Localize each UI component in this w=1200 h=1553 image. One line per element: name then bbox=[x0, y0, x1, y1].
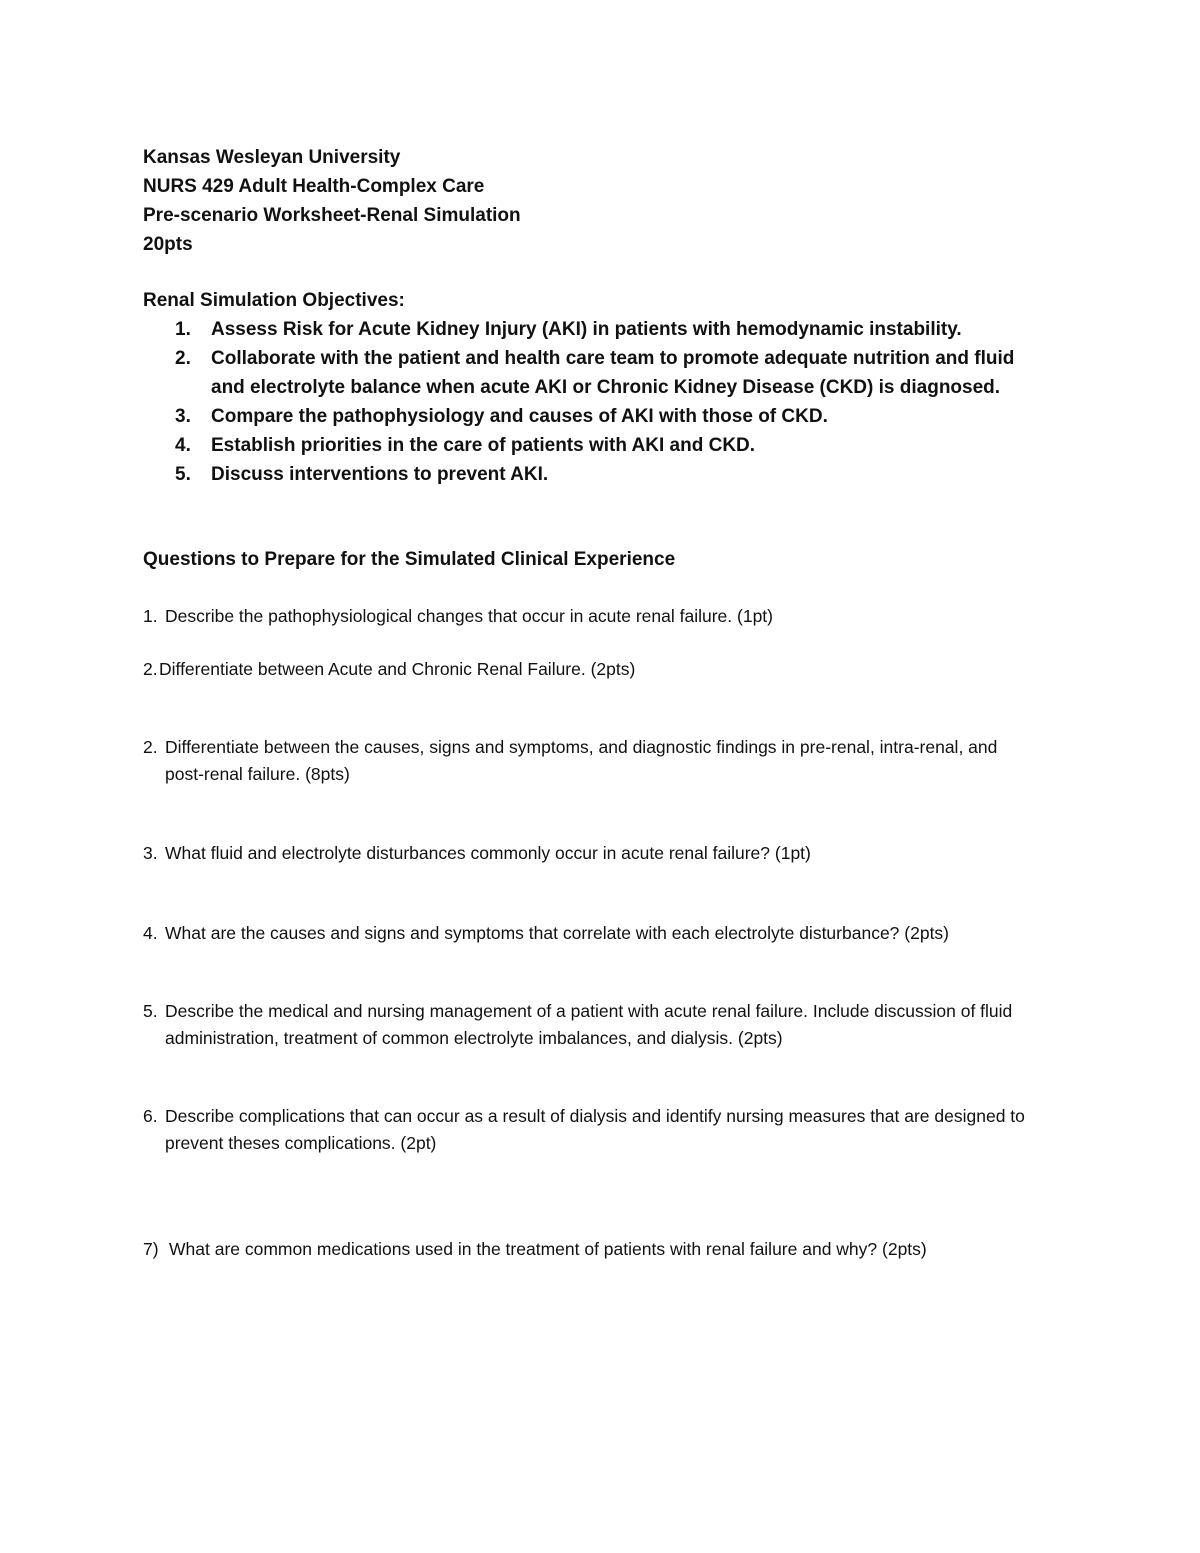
question-item bbox=[143, 1236, 1083, 1263]
university-name: Kansas Wesleyan University bbox=[143, 147, 401, 168]
objective-item bbox=[143, 344, 1043, 402]
objectives-heading: Renal Simulation Objectives: bbox=[143, 290, 405, 311]
objective-text: Collaborate with the patient and health care team to promote adequate nutrition and fluid and electrolyte balance when acute AKI or Chronic Kidney Disease (CKD) is diagnosed. bbox=[211, 348, 1015, 398]
question-text: What are the causes and signs and symptoms that correlate with each electrolyte disturbance? (2pts) bbox=[165, 923, 950, 943]
objective-item bbox=[143, 315, 1043, 344]
objective-number: 3. bbox=[175, 406, 191, 427]
question-number: 2. bbox=[143, 659, 158, 679]
worksheet-title: Pre-scenario Worksheet-Renal Simulation bbox=[143, 205, 521, 226]
question-number: 5. bbox=[143, 1001, 158, 1021]
question-text: Describe the medical and nursing management of a patient with acute renal failure. Include discussion of fluid administration, treatment of common electrolyte imbalances, and dialysis. (2pts) bbox=[165, 1001, 1013, 1048]
question-text: Differentiate between the causes, signs and symptoms, and diagnostic findings in pre-renal, intra-renal, and post-renal failure. (8pts) bbox=[165, 737, 998, 784]
question-text: Describe complications that can occur as a result of dialysis and identify nursing measures that are designed to prevent theses complications. (2pt) bbox=[165, 1106, 1025, 1153]
objective-item bbox=[143, 402, 1043, 431]
question-number: 2. bbox=[143, 737, 158, 757]
objective-item bbox=[143, 460, 1043, 489]
objective-number: 1. bbox=[175, 319, 191, 340]
questions-heading: Questions to Prepare for the Simulated Clinical Experience bbox=[143, 549, 676, 570]
objective-text: Compare the pathophysiology and causes of AKI with those of CKD. bbox=[211, 406, 828, 427]
question-number: 3. bbox=[143, 843, 158, 863]
question-item bbox=[143, 920, 1083, 947]
question-text: Describe the pathophysiological changes that occur in acute renal failure. (1pt) bbox=[165, 606, 773, 626]
question-text: What are common medications used in the treatment of patients with renal failure and why? (2pts) bbox=[169, 1239, 927, 1259]
objective-text: Assess Risk for Acute Kidney Injury (AKI) in patients with hemodynamic instability. bbox=[211, 319, 962, 340]
question-number: 1. bbox=[143, 606, 158, 626]
objective-number: 4. bbox=[175, 435, 191, 456]
question-item bbox=[143, 840, 1063, 867]
question-item bbox=[143, 734, 1023, 788]
objective-number: 2. bbox=[175, 348, 191, 369]
total-points: 20pts bbox=[143, 234, 193, 255]
question-number: 4. bbox=[143, 923, 158, 943]
question-item bbox=[143, 603, 1063, 630]
objective-number: 5. bbox=[175, 464, 191, 485]
question-item bbox=[143, 1103, 1043, 1157]
objective-text: Establish priorities in the care of patients with AKI and CKD. bbox=[211, 435, 756, 456]
course-title: NURS 429 Adult Health-Complex Care bbox=[143, 176, 485, 197]
objective-text: Discuss interventions to prevent AKI. bbox=[211, 464, 549, 485]
question-text: Differentiate between Acute and Chronic Renal Failure. (2pts) bbox=[159, 659, 636, 679]
question-item bbox=[143, 656, 1063, 683]
question-text: What fluid and electrolyte disturbances commonly occur in acute renal failure? (1pt) bbox=[165, 843, 811, 863]
objective-item bbox=[143, 431, 1043, 460]
question-number: 6. bbox=[143, 1106, 158, 1126]
objectives-list bbox=[143, 315, 1043, 489]
question-item bbox=[143, 998, 1063, 1052]
document-header bbox=[143, 143, 521, 259]
question-number: 7) bbox=[143, 1239, 159, 1259]
